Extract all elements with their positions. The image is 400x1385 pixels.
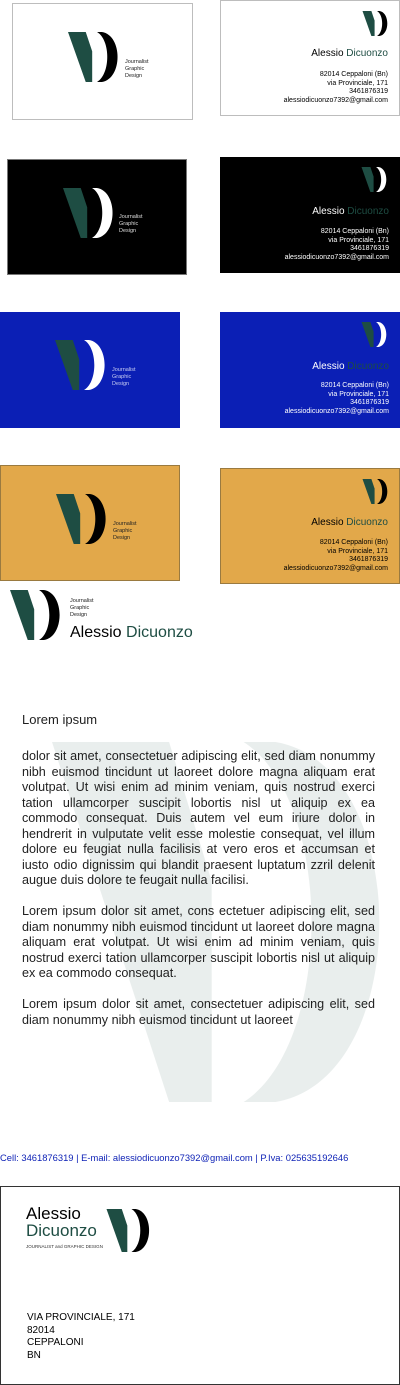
tagline-graphic: Graphic bbox=[119, 221, 139, 227]
last-name: Dicuonzo bbox=[346, 517, 388, 528]
tagline-design: Design bbox=[125, 73, 143, 79]
address-line2: via Provinciale, 171 bbox=[328, 236, 389, 244]
first-name: Alessio bbox=[311, 517, 344, 528]
business-card-back-mustard bbox=[220, 468, 400, 584]
last-name: Dicuonzo bbox=[126, 624, 193, 641]
tagline-journalist: Journalist bbox=[70, 598, 94, 604]
address-line2: via Provinciale, 171 bbox=[327, 79, 388, 87]
first-name: Alessio bbox=[311, 48, 344, 59]
card-name bbox=[312, 206, 389, 217]
ad-monogram-icon bbox=[4, 590, 66, 640]
business-card-back-white bbox=[220, 0, 400, 116]
letterhead-name bbox=[70, 624, 193, 642]
business-card-back-black bbox=[220, 157, 400, 273]
tagline-design: Design bbox=[70, 612, 88, 618]
address-line2: via Provinciale, 171 bbox=[328, 390, 389, 398]
ad-monogram-icon bbox=[101, 1209, 155, 1252]
tagline-design: Design bbox=[112, 381, 130, 387]
card-contact bbox=[284, 539, 388, 573]
business-card-front-mustard bbox=[0, 465, 180, 581]
tagline bbox=[113, 521, 137, 542]
business-card-back-blue bbox=[220, 312, 400, 428]
tagline bbox=[112, 367, 136, 388]
letterhead-footer: Cell: 3461876319 | E-mail: alessiodicuonzo7392@gmail.com | P.Iva: 025635192646 bbox=[0, 1152, 349, 1163]
phone: 3461876319 bbox=[350, 245, 389, 252]
phone: 3461876319 bbox=[350, 399, 389, 406]
address-postcode: 82014 bbox=[27, 1324, 55, 1336]
tagline bbox=[119, 214, 143, 235]
ad-monogram-icon bbox=[359, 479, 391, 504]
tagline-graphic: Graphic bbox=[125, 66, 145, 72]
tagline-graphic: Graphic bbox=[113, 528, 133, 534]
address-city: CEPPALONI bbox=[27, 1337, 84, 1348]
last-name: Dicuonzo bbox=[347, 206, 389, 217]
last-name: Dicuonzo bbox=[346, 48, 388, 59]
email: alessiodicuonzo7392@gmail.com bbox=[283, 564, 388, 572]
email: alessiodicuonzo7392@gmail.com bbox=[284, 407, 389, 415]
ad-monogram-icon bbox=[58, 188, 118, 238]
tagline-journalist: Journalist bbox=[112, 367, 136, 373]
card-name bbox=[311, 48, 388, 59]
tagline bbox=[125, 59, 149, 80]
ad-monogram-icon bbox=[358, 167, 390, 192]
business-card-front-black bbox=[7, 159, 187, 275]
card-contact bbox=[285, 382, 389, 416]
tagline-journalist: Journalist bbox=[119, 214, 143, 220]
envelope-address bbox=[27, 1312, 135, 1362]
envelope-tagline: JOURNALIST and GRAPHIC DESIGN bbox=[26, 1244, 103, 1249]
first-name: Alessio bbox=[312, 206, 345, 217]
business-card-front-white bbox=[12, 3, 193, 120]
tagline-design: Design bbox=[113, 535, 131, 541]
address-street: VIA PROVINCIALE, 171 bbox=[27, 1312, 135, 1323]
email: alessiodicuonzo7392@gmail.com bbox=[283, 96, 388, 104]
address-line1: 82014 Ceppaloni (Bn) bbox=[320, 382, 389, 389]
card-name bbox=[311, 517, 388, 528]
email: alessiodicuonzo7392@gmail.com bbox=[284, 253, 389, 261]
tagline-graphic: Graphic bbox=[70, 605, 90, 611]
phone: 3461876319 bbox=[349, 556, 388, 563]
address-province: BN bbox=[27, 1349, 41, 1361]
ad-monogram-icon bbox=[359, 11, 391, 36]
first-name: Alessio bbox=[26, 1204, 81, 1223]
address-line1: 82014 Ceppaloni (Bn) bbox=[319, 539, 388, 546]
ad-monogram-icon bbox=[50, 340, 110, 390]
tagline-journalist: Journalist bbox=[125, 59, 149, 65]
card-contact bbox=[284, 71, 388, 105]
ad-monogram-icon bbox=[63, 32, 123, 82]
address-line1: 82014 Ceppaloni (Bn) bbox=[320, 228, 389, 235]
letter-heading: Lorem ipsum bbox=[22, 712, 98, 727]
ad-monogram-icon bbox=[51, 494, 111, 544]
envelope bbox=[0, 1186, 400, 1385]
tagline-journalist: Journalist bbox=[113, 521, 137, 527]
address-line1: 82014 Ceppaloni (Bn) bbox=[319, 71, 388, 78]
card-contact bbox=[285, 228, 389, 262]
first-name: Alessio bbox=[70, 624, 122, 641]
first-name: Alessio bbox=[312, 361, 345, 372]
paragraph-2: Lorem ipsum dolor sit amet, cons ectetuer adipiscing elit, sed diam nonummy nibh euismod tincidunt ut laoreet dolore magna aliquam erat volutpat. Ut wisi enim ad minim veniam, quis nostrud exerci tation ullamcorper suscipit lobortis nisl ut aliquip ex ea commodo consequat. bbox=[22, 904, 375, 980]
address-line2: via Provinciale, 171 bbox=[327, 547, 388, 555]
business-card-front-blue bbox=[0, 312, 180, 428]
card-name bbox=[312, 361, 389, 372]
envelope-name bbox=[26, 1205, 97, 1239]
letterhead-tagline bbox=[70, 598, 94, 619]
last-name: Dicuonzo bbox=[347, 361, 389, 372]
last-name: Dicuonzo bbox=[26, 1221, 97, 1240]
ad-monogram-icon bbox=[358, 322, 390, 347]
phone: 3461876319 bbox=[349, 88, 388, 95]
paragraph-3: Lorem ipsum dolor sit amet, consectetuer adipiscing elit, sed diam nonummy nibh euismod tincidunt ut laoreet bbox=[22, 997, 375, 1027]
letter-body bbox=[22, 749, 375, 1044]
paragraph-1: dolor sit amet, consectetuer adipiscing elit, sed diam nonummy nibh euismod tincidunt ut laoreet dolore magna aliquam erat volutpat. Ut wisi enim ad minim veniam, quis nostrud exerci tation ullamcorper suscipit lobortis nisl ut aliquip ex ea commodo consequat. Duis autem vel eum iriure dolor in hendrerit in vulputate velit esse molestie consequat, vel illum dolore eu feugiat nulla facilisis at vero eros et accumsan et iusto odio dignissim qui blandit praesent luptatum zzril delenit augue duis dolore te feugait nulla facilisi. bbox=[22, 749, 375, 887]
tagline-design: Design bbox=[119, 228, 137, 234]
tagline-graphic: Graphic bbox=[112, 374, 132, 380]
